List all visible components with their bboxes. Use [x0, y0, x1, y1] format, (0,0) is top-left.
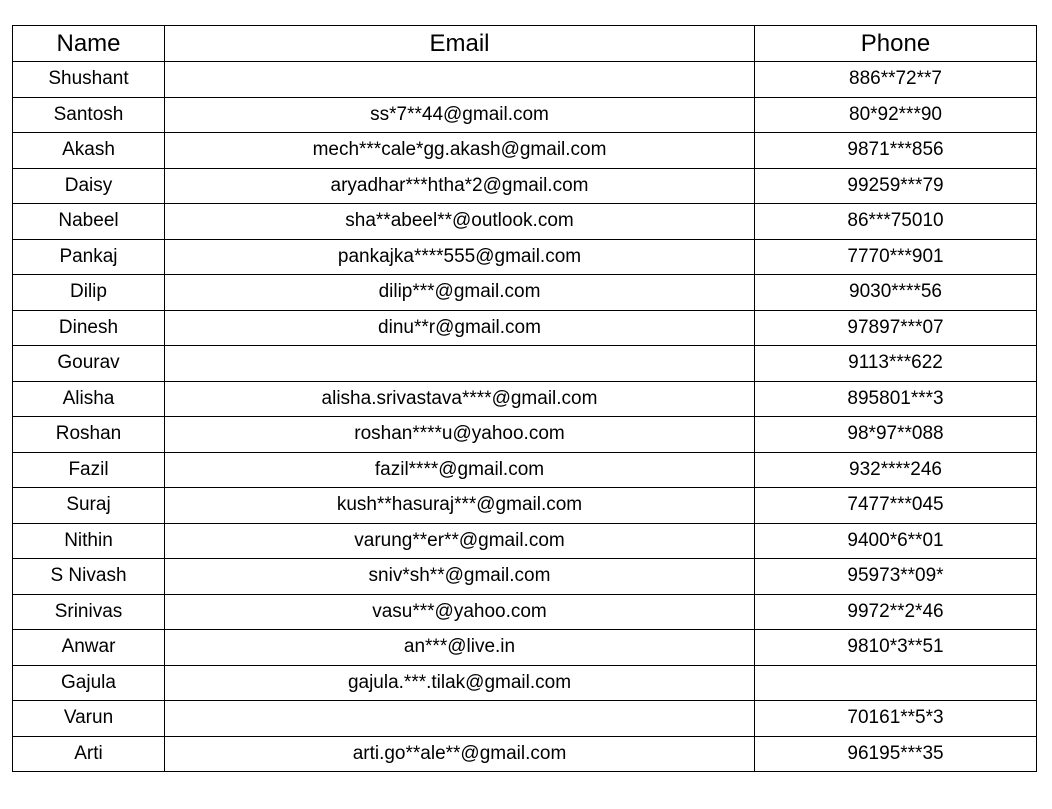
cell-phone: 99259***79	[755, 168, 1037, 204]
cell-phone	[755, 665, 1037, 701]
cell-name: S Nivash	[13, 559, 165, 595]
cell-name: Roshan	[13, 417, 165, 453]
cell-phone: 9400*6**01	[755, 523, 1037, 559]
cell-phone: 7770***901	[755, 239, 1037, 275]
cell-email	[165, 701, 755, 737]
cell-name: Nithin	[13, 523, 165, 559]
cell-phone: 70161**5*3	[755, 701, 1037, 737]
cell-email: dilip***@gmail.com	[165, 275, 755, 311]
cell-phone: 7477***045	[755, 488, 1037, 524]
cell-phone: 9113***622	[755, 346, 1037, 382]
header-phone: Phone	[755, 26, 1037, 62]
cell-email: mech***cale*gg.akash@gmail.com	[165, 133, 755, 169]
cell-phone: 86***75010	[755, 204, 1037, 240]
cell-email: an***@live.in	[165, 630, 755, 666]
cell-phone: 895801***3	[755, 381, 1037, 417]
cell-name: Fazil	[13, 452, 165, 488]
table-row	[13, 133, 1037, 169]
cell-name: Daisy	[13, 168, 165, 204]
cell-email: gajula.***.tilak@gmail.com	[165, 665, 755, 701]
table-row	[13, 275, 1037, 311]
table-row	[13, 381, 1037, 417]
cell-email: vasu***@yahoo.com	[165, 594, 755, 630]
table-row	[13, 665, 1037, 701]
cell-name: Gajula	[13, 665, 165, 701]
cell-email: arti.go**ale**@gmail.com	[165, 736, 755, 772]
cell-email: sha**abeel**@outlook.com	[165, 204, 755, 240]
cell-email: aryadhar***htha*2@gmail.com	[165, 168, 755, 204]
contact-sheet	[12, 25, 1037, 772]
cell-email	[165, 346, 755, 382]
table-row	[13, 239, 1037, 275]
cell-email	[165, 62, 755, 98]
cell-phone: 95973**09*	[755, 559, 1037, 595]
table-row	[13, 346, 1037, 382]
cell-name: Dilip	[13, 275, 165, 311]
cell-name: Varun	[13, 701, 165, 737]
cell-email: fazil****@gmail.com	[165, 452, 755, 488]
cell-email: kush**hasuraj***@gmail.com	[165, 488, 755, 524]
cell-phone: 886**72**7	[755, 62, 1037, 98]
cell-email: pankajka****555@gmail.com	[165, 239, 755, 275]
cell-name: Arti	[13, 736, 165, 772]
cell-email: roshan****u@yahoo.com	[165, 417, 755, 453]
cell-email: sniv*sh**@gmail.com	[165, 559, 755, 595]
cell-name: Alisha	[13, 381, 165, 417]
cell-name: Nabeel	[13, 204, 165, 240]
cell-phone: 9030****56	[755, 275, 1037, 311]
cell-email: alisha.srivastava****@gmail.com	[165, 381, 755, 417]
cell-name: Dinesh	[13, 310, 165, 346]
table-row	[13, 62, 1037, 98]
table-row	[13, 701, 1037, 737]
table-row	[13, 736, 1037, 772]
cell-phone: 9972**2*46	[755, 594, 1037, 630]
cell-email: dinu**r@gmail.com	[165, 310, 755, 346]
cell-name: Anwar	[13, 630, 165, 666]
cell-name: Gourav	[13, 346, 165, 382]
cell-name: Akash	[13, 133, 165, 169]
table-row	[13, 97, 1037, 133]
table-row	[13, 559, 1037, 595]
table-row	[13, 310, 1037, 346]
cell-phone: 932****246	[755, 452, 1037, 488]
cell-name: Pankaj	[13, 239, 165, 275]
cell-phone: 98*97**088	[755, 417, 1037, 453]
cell-phone: 80*92***90	[755, 97, 1037, 133]
cell-phone: 9810*3**51	[755, 630, 1037, 666]
table-row	[13, 452, 1037, 488]
header-row	[13, 26, 1037, 62]
table-row	[13, 488, 1037, 524]
cell-phone: 9871***856	[755, 133, 1037, 169]
cell-name: Srinivas	[13, 594, 165, 630]
header-email: Email	[165, 26, 755, 62]
header-name: Name	[13, 26, 165, 62]
table-row	[13, 417, 1037, 453]
cell-phone: 97897***07	[755, 310, 1037, 346]
table-row	[13, 630, 1037, 666]
table-row	[13, 168, 1037, 204]
cell-name: Santosh	[13, 97, 165, 133]
cell-email: varung**er**@gmail.com	[165, 523, 755, 559]
table-row	[13, 523, 1037, 559]
cell-name: Shushant	[13, 62, 165, 98]
table-row	[13, 204, 1037, 240]
cell-phone: 96195***35	[755, 736, 1037, 772]
cell-name: Suraj	[13, 488, 165, 524]
contact-table	[12, 25, 1037, 772]
cell-email: ss*7**44@gmail.com	[165, 97, 755, 133]
table-row	[13, 594, 1037, 630]
